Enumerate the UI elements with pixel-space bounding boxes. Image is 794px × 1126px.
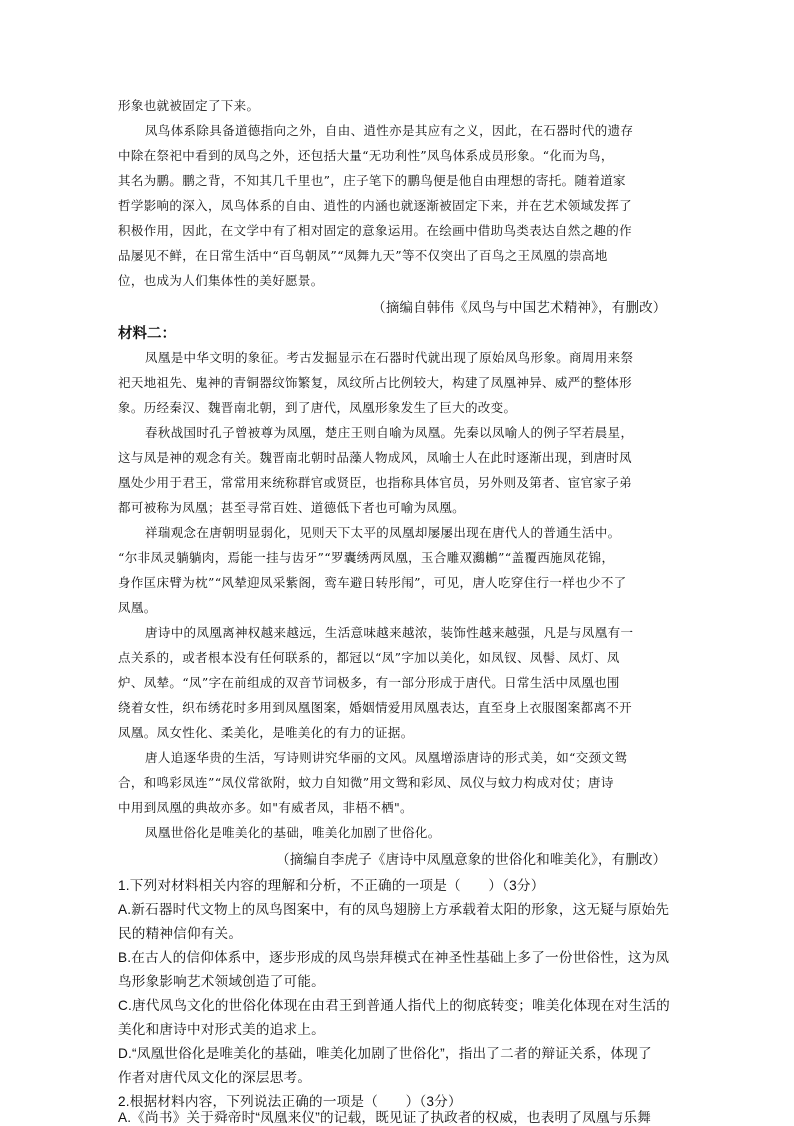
text-line: 这与凤是神的观念有关。魏晋南北朝时品藻人物成风，凤喻士人在此时逐渐出现，到唐时凤: [118, 450, 633, 465]
source-citation: （摘编自韩伟《凤鸟与中国艺术精神》，有删改）: [372, 300, 667, 315]
text-line: 品屡见不鲜，在日常生活中“百鸟朝凤”“凤舞九天”等不仅突出了百鸟之王凤凰的崇高地: [118, 248, 608, 263]
question-2-stem: 2.根据材料内容，下列说法正确的一项是（ ）（3分）: [118, 1094, 462, 1109]
question-1-option-c: C.唐代凤鸟文化的世俗化体现在由君王到普通人指代上的彻底转变；唯美化体现在对生活的: [118, 998, 670, 1013]
text-line: 绕着女性，织布绣花时多用到凤凰图案，婚姻情爱用凤凰表达，直至身上衣服图案都离不开: [118, 700, 633, 715]
text-line: 位，也成为人们集体性的美好愿景。: [118, 273, 324, 288]
text-line: 象。历经秦汉、魏晋南北朝，到了唐代，凤凰形象发生了巨大的改变。: [118, 400, 517, 415]
text-line: 凤凰世俗化是唯美化的基础，唯美化加剧了世俗化。: [145, 825, 441, 840]
question-1-option-d: D.“凤凰世俗化是唯美化的基础，唯美化加剧了世俗化”，指出了二者的辩证关系，体现了: [118, 1046, 652, 1061]
text-line: 形象也就被固定了下来。: [118, 98, 260, 113]
text-line: 祥瑞观念在唐朝明显弱化，见则天下太平的凤凰却屡屡出现在唐代人的普通生活中。: [145, 525, 621, 540]
text-line: 春秋战国时孔子曾被尊为凤凰，楚庄王则自喻为凤凰。先秦以凤喻人的例子罕若晨星，: [145, 425, 634, 440]
text-line: 凤鸟体系除具备道德指向之外，自由、逍性亦是其应有之义，因此，在石器时代的遗存: [145, 123, 634, 138]
text-line: “尔非凤灵躺躺肉，焉能一挂与齿牙”“罗囊绣两凤凰，玉合雕双鸂鶒”“盖覆西施凤花锦，: [118, 550, 615, 565]
question-1-option-c: 美化和唐诗中对形式美的追求上。: [118, 1022, 325, 1037]
question-1-stem: 1.下列对材料相关内容的理解和分析，不正确的一项是（ ）（3分）: [118, 878, 545, 893]
text-line: 凰处少用于君王，常常用来统称群官或贤臣，也指称具体官员，另外则及第者、宦官家子弟: [118, 475, 633, 490]
question-1-option-d: 作者对唐代凤文化的深层思考。: [118, 1070, 312, 1085]
text-line: 炉、凤辇。“凤”字在前组成的双音节词极多，有一部分形成于唐代。日常生活中凤凰也围: [118, 675, 620, 690]
text-line: 点关系的，或者根本没有任何联系的，都冠以“凤”字加以美化，如凤钗、凤髻、凤灯、凤: [118, 650, 620, 665]
text-line: 凤凰是中华文明的象征。考古发掘显示在石器时代就出现了原始凤鸟形象。商周用来祭: [145, 350, 634, 365]
question-1-option-b: 鸟形象影响艺术领域创造了可能。: [118, 974, 325, 989]
question-2-option-a: A.《尚书》关于舜帝时“凤凰来仪”的记载，既见证了执政者的权威，也表明了凤凰与乐舞: [118, 1110, 652, 1125]
text-line: 哲学影响的深入，凤鸟体系的自由、逍性的内涵也就逐渐被固定下来，并在艺术领域发挥了: [118, 198, 633, 213]
question-1-option-b: B.在古人的信仰体系中，逐步形成的凤鸟崇拜模式在神圣性基础上多了一份世俗性，这为凤: [118, 950, 670, 965]
section-heading: 材料二：: [118, 326, 176, 342]
text-line: 其名为鹏。鹏之背，不知其几千里也”，庄子笔下的鹏鸟便是他自由理想的寄托。随着道家: [118, 173, 626, 188]
text-line: 中用到凤凰的典故亦多。如"有威者凤，非梧不栖"。: [118, 800, 413, 815]
question-1-option-a: 民的精神信仰有关。: [118, 926, 243, 941]
text-line: 凤凰。: [118, 600, 157, 615]
text-line: 祀天地祖先、鬼神的青铜器纹饰繁复，凤纹所占比例较大，构建了凤凰神异、威严的整体形: [118, 375, 633, 390]
source-citation: （摘编自李虎子《唐诗中凤凰意象的世俗化和唯美化》，有删改）: [276, 852, 667, 867]
text-line: 合，和鸣彩凤连”“凤仪常欲附，蚊力自知微”用文鸳和彩凤、凤仪与蚊力构成对仗；唐诗: [118, 775, 614, 790]
text-line: 都可被称为凤凰；甚至寻常百姓、道德低下者也可喻为凤凰。: [118, 500, 465, 515]
text-line: 中除在祭祀中看到的凤鸟之外，还包括大量“无功利性”凤鸟体系成员形象。“化而为鸟，: [118, 148, 614, 163]
text-line: 积极作用，因此，在文学中有了相对固定的意象运用。在绘画中借助鸟类表达自然之趣的作: [118, 223, 633, 238]
text-line: 身作匡床臂为枕”“风辇迎凤采紫阁，鸾车避日转彤闱”，可见，唐人吃穿住行一样也少不了: [118, 575, 627, 590]
text-line: 唐诗中的凤凰离神权越来越远，生活意味越来越浓，装饰性越来越强，凡是与凤凰有一: [145, 625, 634, 640]
text-line: 凤凰。凤女性化、柔美化，是唯美化的有力的证据。: [118, 725, 414, 740]
text-line: 唐人追逐华贵的生活，写诗则讲究华丽的文风。凤凰增添唐诗的形式美，如“交颈文鸳: [145, 750, 628, 765]
question-1-option-a: A.新石器时代文物上的凤鸟图案中，有的凤鸟翅膀上方承载着太阳的形象，这无疑与原始先: [118, 902, 670, 917]
